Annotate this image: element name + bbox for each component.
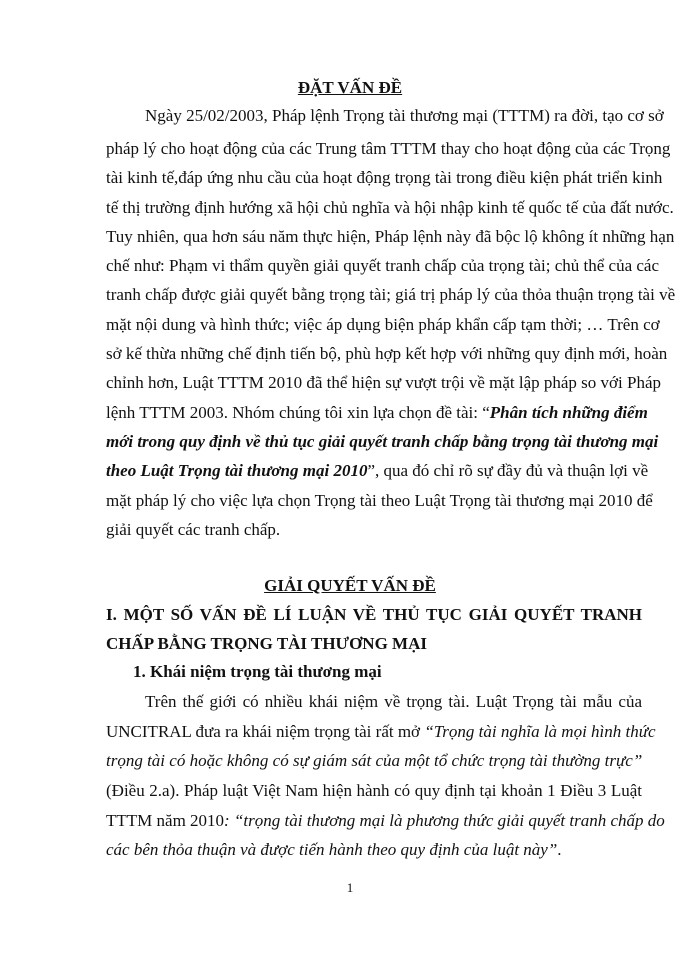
paragraph-line: Ngày 25/02/2003, Pháp lệnh Trọng tài thương mại (TTTM) ra đời, tạo cơ sở (145, 106, 664, 125)
paragraph-line: pháp lý cho hoạt động của các Trung tâm TTTM thay cho hoạt động của các Trọng (106, 139, 671, 158)
paragraph-line: mặt pháp lý cho việc lựa chọn Trọng tài theo Luật Trọng tài thương mại 2010 để (106, 491, 653, 510)
paragraph-line (106, 751, 642, 771)
heading-roman-i-cont: CHẤP BẰNG TRỌNG TÀI THƯƠNG MẠI (106, 634, 427, 653)
topic-title-emphasis: theo Luật Trọng tài thương mại 2010 (106, 461, 368, 480)
paragraph-line (106, 403, 648, 423)
paragraph-line: sở kế thừa những chế định tiến bộ, phù hợp kết hợp với những quy định mới, hoàn (106, 344, 668, 363)
topic-title-emphasis: mới trong quy định về thủ tục giải quyết tranh chấp bằng trọng tài thương mại (106, 432, 659, 451)
paragraph-line (106, 811, 665, 831)
paragraph-line: tranh chấp được giải quyết bằng trọng tài; giá trị pháp lý của thỏa thuận trọng tài về (106, 285, 676, 304)
paragraph-line: chế như: Phạm vi thẩm quyền giải quyết tranh chấp của trọng tài; chủ thể của các (106, 256, 660, 275)
paragraph-line: mặt nội dung và hình thức; việc áp dụng biện pháp khẩn cấp tạm thời; … Trên cơ (106, 315, 660, 334)
heading-roman-i: I. MỘT SỐ VẤN ĐỀ LÍ LUẬN VỀ THỦ TỤC GIẢI QUYẾT TRANH (106, 605, 642, 624)
text-run: lệnh TTTM 2003. Nhóm chúng tôi xin lựa chọn đề tài: “ (106, 403, 490, 422)
paragraph-line: Trên thế giới có nhiều khái niệm về trọng tài. Luật Trọng tài mẫu của (145, 692, 642, 711)
page-number: 1 (346, 880, 354, 895)
quote-italic: “Trọng tài nghĩa là mọi hình thức (424, 722, 656, 741)
section-title-giai-quyet-van-de: GIẢI QUYẾT VẤN ĐỀ (264, 576, 436, 595)
paragraph-line: giải quyết các tranh chấp. (106, 520, 281, 539)
quote-italic: các bên thỏa thuận và được tiến hành theo quy định của luật này” (106, 840, 558, 859)
paragraph-line: (Điều 2.a). Pháp luật Việt Nam hiện hành có quy định tại khoản 1 Điều 3 Luật (106, 781, 642, 800)
paragraph-line (106, 461, 649, 481)
quote-italic: : “trọng tài thương mại là phương thức giải quyết tranh chấp do (224, 811, 665, 830)
text-run: UNCITRAL đưa ra khái niệm trọng tài rất mở (106, 722, 425, 741)
quote-italic: trọng tài có hoặc không có sự giám sát của một tổ chức trọng tài thường trực” (106, 751, 643, 770)
paragraph-line (106, 432, 659, 452)
paragraph-line: Tuy nhiên, qua hơn sáu năm thực hiện, Pháp lệnh này đã bộc lộ không ít những hạn (106, 227, 675, 246)
text-run: ”, qua đó chỉ rõ sự đầy đủ và thuận lợi về (367, 461, 649, 480)
paragraph-line: chỉnh hơn, Luật TTTM 2010 đã thể hiện sự vượt trội về mặt lập pháp so với Pháp (106, 373, 661, 392)
paragraph-line: tế thị trường định hướng xã hội chủ nghĩa và hội nhập kinh tế quốc tế của đất nước. (106, 198, 674, 217)
text-run: . (557, 840, 562, 859)
topic-title-emphasis: Phân tích những điểm (489, 403, 648, 422)
section-title-dat-van-de: ĐẶT VẤN ĐỀ (297, 78, 403, 97)
text-run: TTTM năm 2010 (106, 811, 225, 830)
subheading-1: 1. Khái niệm trọng tài thương mại (133, 662, 382, 681)
paragraph-line (106, 840, 642, 860)
paragraph-line: tài kinh tế,đáp ứng nhu cầu của hoạt động trọng tài trong điều kiện phát triển kinh (106, 168, 663, 187)
paragraph-line (106, 722, 656, 742)
